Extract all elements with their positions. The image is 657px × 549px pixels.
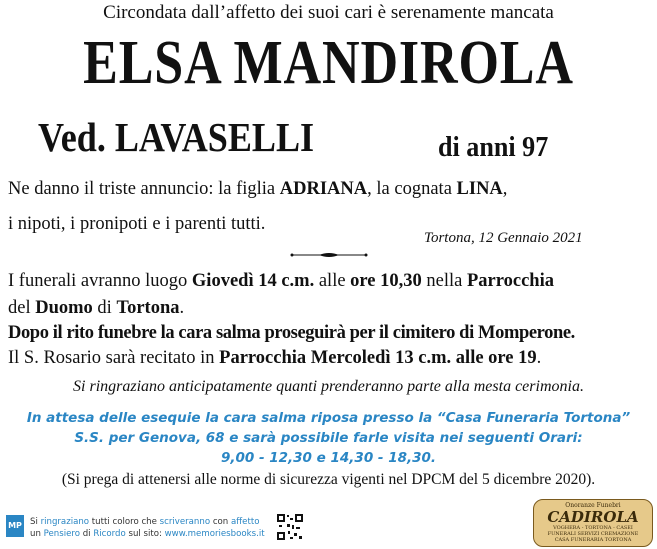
- footer-line-1: [30, 516, 265, 528]
- website-link[interactable]: www.memoriesbooks.it: [164, 529, 265, 539]
- funeral-church-name: Duomo: [35, 298, 93, 318]
- visiting-line-3: 9,00 - 12,30 e 14,30 - 18,30.: [220, 450, 437, 466]
- footer-fragment: sul sito:: [125, 529, 165, 539]
- funeral-text: nella: [421, 271, 467, 291]
- footer-fragment: tutti coloro che: [89, 517, 160, 527]
- footer-fragment: con: [210, 517, 231, 527]
- footer-line-2: [30, 528, 265, 540]
- funeral-church: Parrocchia: [466, 271, 554, 291]
- married-name: Ved. LAVASELLI: [38, 114, 315, 160]
- memoriesbooks-logo: MP: [6, 515, 24, 537]
- footer-text: [30, 516, 265, 540]
- funeral-time: ore 10,30: [350, 271, 422, 291]
- norms-line: (Si prega di attenersi alle norme di sicurezza vigenti nel DPCM del 5 dicembre 2020).: [61, 471, 596, 488]
- funeral-home-logo: [533, 499, 653, 547]
- funeral-city: Tortona: [116, 298, 180, 318]
- deceased-name: ELSA MANDIROLA: [83, 29, 574, 97]
- funeral-line-2: [8, 298, 184, 319]
- footer-fragment: Si: [30, 517, 41, 527]
- announce-line-1: [8, 179, 507, 200]
- funeral-text: I funerali avranno luogo: [8, 271, 192, 291]
- visiting-line-1: In attesa delle esequie la cara salma riposa presso la “Casa Funeraria Tortona”: [26, 410, 631, 426]
- rosary-line: [8, 348, 541, 369]
- qr-code-icon[interactable]: [276, 513, 304, 541]
- footer-fragment: Pensiero: [43, 529, 80, 539]
- sister-in-law-name: LINA: [456, 179, 503, 199]
- rosary-text: Il S. Rosario sarà recitato in: [8, 348, 220, 368]
- funeral-day: Giovedì 14 c.m.: [191, 271, 315, 291]
- daughter-name: ADRIANA: [279, 179, 368, 199]
- funeral-text: del: [8, 298, 36, 318]
- footer-fragment: affetto: [231, 517, 260, 527]
- badge-sub: CASA FUNERARIA TORTONA: [554, 537, 632, 543]
- funeral-text: alle: [314, 271, 351, 291]
- announce-text: , la cognata: [367, 179, 457, 199]
- footer-fragment: Ricordo: [93, 529, 126, 539]
- burial-line: Dopo il rito funebre la cara salma proseguirà per il cimitero di Momperone.: [8, 323, 575, 343]
- footer-fragment: ringraziano: [40, 517, 90, 527]
- announce-text: ,: [502, 179, 508, 199]
- badge-sub: VOGHERA - TORTONA - CASEI: [553, 525, 633, 531]
- footer-fragment: di: [80, 529, 94, 539]
- footer-fragment: un: [30, 529, 44, 539]
- footer-fragment: scriveranno: [159, 517, 211, 527]
- funeral-text: di: [92, 298, 117, 318]
- rosary-place: Parrocchia Mercoledì 13 c.m. alle ore 19: [219, 348, 537, 368]
- funeral-text: .: [179, 298, 185, 318]
- divider-ornament: [289, 252, 369, 258]
- age: di anni 97: [438, 131, 549, 163]
- announce-text: Ne danno il triste annuncio: la figlia: [8, 179, 280, 199]
- thanks-line: Si ringraziano anticipatamente quanti prenderanno parte alla mesta cerimonia.: [73, 378, 584, 395]
- badge-name: CADIROLA: [547, 508, 639, 526]
- announce-line-2: i nipoti, i pronipoti e i parenti tutti.: [8, 214, 266, 234]
- rosary-text: .: [536, 348, 542, 368]
- badge-sub: FUNERALI SERVIZI CREMAZIONE: [547, 531, 639, 537]
- badge-top: Onoranze Funebri: [565, 502, 621, 509]
- visiting-line-2: S.S. per Genova, 68 e sarà possibile farle visita nei seguenti Orari:: [74, 430, 583, 446]
- funeral-line-1: [8, 271, 554, 292]
- intro-line: Circondata dall’affetto dei suoi cari è serenamente mancata: [103, 2, 554, 23]
- place-date: Tortona, 12 Gennaio 2021: [424, 230, 583, 246]
